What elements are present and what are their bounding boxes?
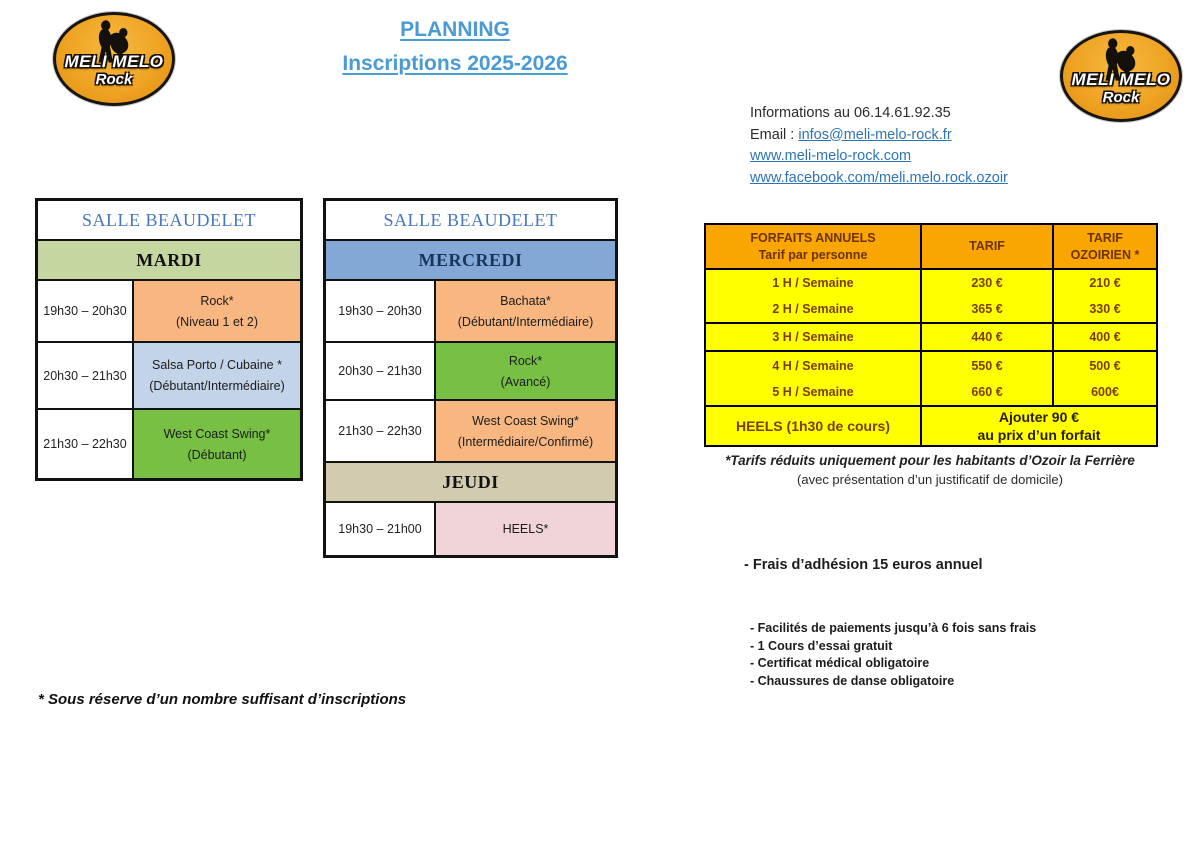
footnote-line2: (avec présentation d’un justificatif de domicile)	[797, 472, 1063, 487]
time-slot: 20h30 – 21h30	[326, 343, 436, 399]
course-cell	[134, 410, 300, 478]
course-level: (Débutant/Intermédiaire)	[457, 314, 594, 329]
schedule-table-mercredi-jeudi	[323, 198, 618, 558]
course-level: (Avancé)	[500, 374, 551, 389]
condition-item: - 1 Cours d’essai gratuit	[750, 638, 893, 653]
logo-line2: Rock	[1102, 88, 1140, 106]
tarif-value: 550 €	[921, 351, 1053, 379]
heels-value-line1: Ajouter 90 €	[998, 408, 1080, 425]
tarif-ozoirien-value: 500 €	[1053, 351, 1157, 379]
course-cell	[436, 343, 615, 399]
course-level: (Intermédiaire/Confirmé)	[457, 434, 594, 449]
condition-item: - Facilités de paiements jusqu’à 6 fois sans frais	[750, 621, 1037, 635]
heels-value	[921, 406, 1157, 446]
course-name: West Coast Swing*	[163, 426, 271, 441]
meli-melo-rock-logo-left	[53, 12, 175, 106]
facebook-link[interactable]: www.facebook.com/meli.melo.rock.ozoir	[750, 169, 1008, 186]
pricing-row	[705, 269, 1157, 296]
contact-phone: Informations au 06.14.61.92.35	[750, 105, 951, 121]
meli-melo-rock-logo-right	[1060, 30, 1182, 122]
logo-wordmark	[56, 53, 172, 88]
time-slot: 19h30 – 20h30	[38, 281, 134, 341]
pricing-heels-row	[705, 406, 1157, 446]
forfait-label: 2 H / Semaine	[705, 296, 921, 323]
schedule-row	[326, 503, 615, 555]
tarif-value: 230 €	[921, 269, 1053, 296]
forfait-label: 3 H / Semaine	[705, 323, 921, 351]
title-line1: PLANNING	[400, 18, 510, 41]
tarif-ozoirien-value: 400 €	[1053, 323, 1157, 351]
title-line2: Inscriptions 2025-2026	[342, 52, 568, 75]
course-name: Rock*	[200, 293, 234, 308]
time-slot: 19h30 – 20h30	[326, 281, 436, 341]
pricing-header-row	[705, 224, 1157, 269]
course-name: Bachata*	[500, 293, 551, 308]
pricing-header-forfaits	[705, 224, 921, 269]
header-line2: Tarif par personne	[758, 247, 868, 262]
schedule-row	[38, 343, 300, 410]
tarif-value: 365 €	[921, 296, 1053, 323]
schedule-row	[326, 281, 615, 343]
pricing-row	[705, 351, 1157, 379]
day-header-mercredi: MERCREDI	[326, 241, 615, 281]
tarif-ozoirien-value: 210 €	[1053, 269, 1157, 296]
pricing-footnote	[692, 453, 1168, 487]
course-level: (Niveau 1 et 2)	[176, 314, 258, 329]
condition-item: - Chaussures de danse obligatoire	[750, 673, 955, 688]
time-slot: 21h30 – 22h30	[326, 401, 436, 461]
schedule-row	[38, 281, 300, 343]
pricing-row	[705, 323, 1157, 351]
schedule-row	[326, 343, 615, 401]
time-slot: 19h30 – 21h00	[326, 503, 436, 555]
contact-email-row	[750, 125, 1008, 147]
website-link[interactable]: www.meli-melo-rock.com	[750, 148, 912, 164]
course-level: (Débutant)	[187, 447, 247, 462]
pricing-table	[704, 223, 1158, 447]
course-name: Rock*	[508, 353, 543, 368]
course-cell	[436, 281, 615, 341]
course-name: HEELS*	[502, 522, 549, 536]
contact-block	[750, 103, 1008, 189]
course-name: West Coast Swing*	[472, 413, 579, 428]
heels-value-line2: au prix d’un forfait	[977, 427, 1101, 443]
course-cell	[436, 401, 615, 461]
header-line1: FORFAITS ANNUELS	[750, 230, 876, 245]
pricing-row	[705, 296, 1157, 323]
course-cell	[134, 343, 300, 408]
schedule-table-mardi	[35, 198, 303, 481]
pricing-row	[705, 379, 1157, 406]
course-level: (Débutant/Intermédiaire)	[149, 379, 285, 393]
schedule-row	[326, 401, 615, 463]
logo-line1: MELI MELO	[64, 52, 164, 71]
forfait-label: 4 H / Semaine	[705, 351, 921, 379]
tarif-value: 440 €	[921, 323, 1053, 351]
course-cell	[134, 281, 300, 341]
time-slot: 21h30 – 22h30	[38, 410, 134, 478]
forfait-label: 5 H / Semaine	[705, 379, 921, 406]
day-header-mardi: MARDI	[38, 241, 300, 281]
pricing-header-tarif: TARIF	[921, 224, 1053, 269]
email-link[interactable]: infos@meli-melo-rock.fr	[798, 126, 952, 143]
condition-item: - Certificat médical obligatoire	[750, 656, 930, 670]
venue-header: SALLE BEAUDELET	[38, 201, 300, 241]
page-title	[268, 18, 642, 76]
schedule-row	[38, 410, 300, 478]
venue-header: SALLE BEAUDELET	[326, 201, 615, 241]
tarif-value: 660 €	[921, 379, 1053, 406]
time-slot: 20h30 – 21h30	[38, 343, 134, 408]
logo-line2: Rock	[95, 70, 133, 88]
forfait-label: 1 H / Semaine	[705, 269, 921, 296]
footnote-line1: *Tarifs réduits uniquement pour les habitants d’Ozoir la Ferrière	[725, 453, 1135, 468]
course-cell	[436, 503, 615, 555]
email-label: Email :	[750, 126, 799, 143]
tarif-ozoirien-value: 600€	[1053, 379, 1157, 406]
course-name: Salsa Porto / Cubaine *	[152, 358, 282, 372]
logo-wordmark	[1063, 71, 1179, 106]
heels-label: HEELS (1h30 de cours)	[705, 406, 921, 446]
tarif-ozoirien-value: 330 €	[1053, 296, 1157, 323]
pricing-header-ozoirien: TARIF OZOIRIEN *	[1053, 224, 1157, 269]
day-header-jeudi: JEUDI	[326, 463, 615, 503]
reservation-note: * Sous réserve d’un nombre suffisant d’inscriptions	[38, 691, 407, 708]
logo-line1: MELI MELO	[1071, 70, 1171, 89]
conditions-list	[750, 620, 1036, 690]
adhesion-fee-note: - Frais d’adhésion 15 euros annuel	[744, 557, 983, 573]
